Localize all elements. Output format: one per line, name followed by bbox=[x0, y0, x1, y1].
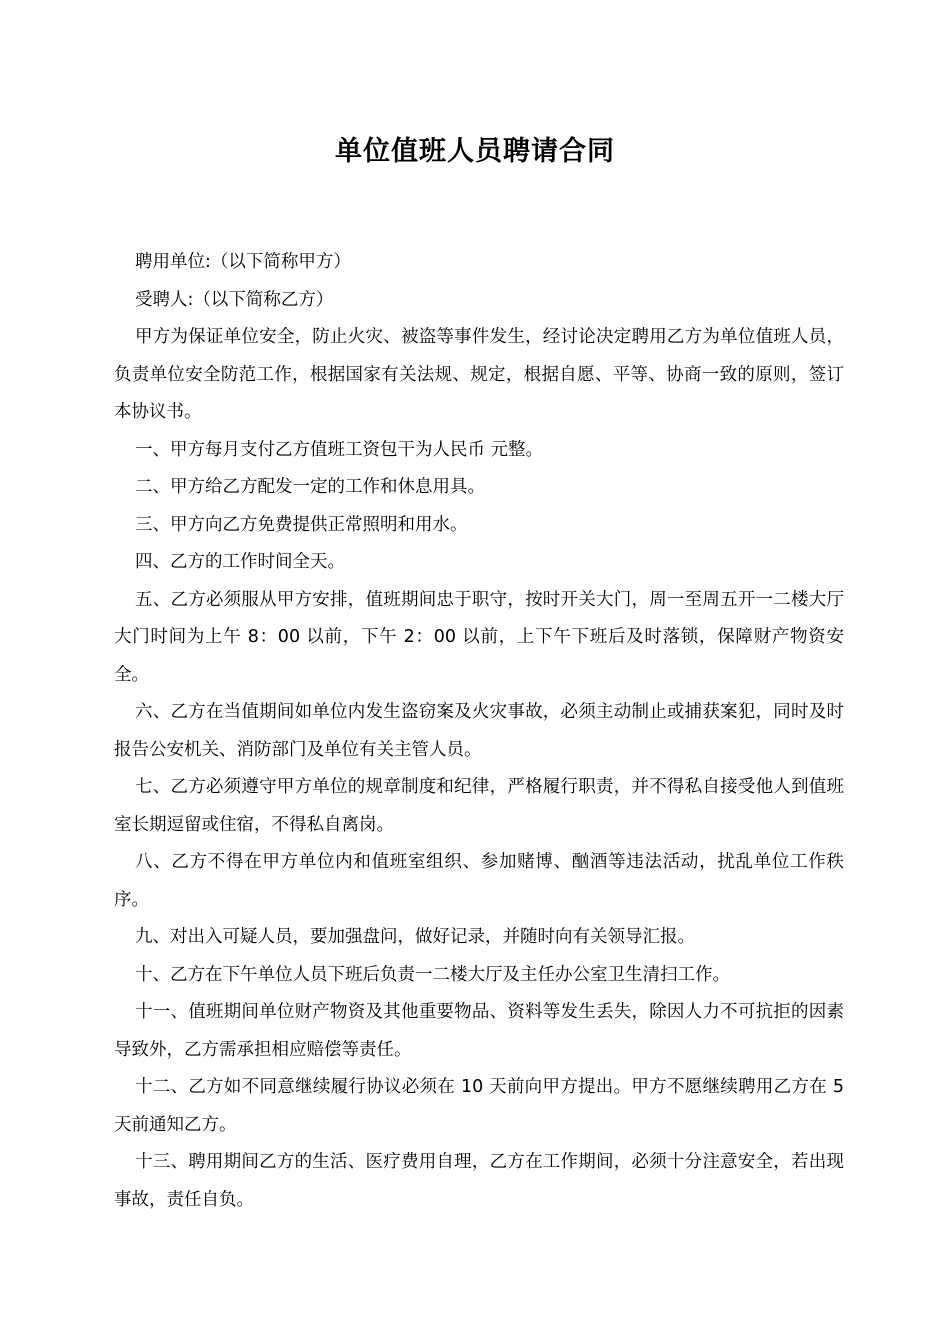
employee-line: 受聘人:（以下简称乙方） bbox=[135, 289, 334, 310]
clause-2: 二、甲方给乙方配发一定的工作和休息用具。 bbox=[135, 477, 485, 497]
clause-7: 七、乙方必须遵守甲方单位的规章制度和纪律，严格履行职责，并不得私自接受他人到值班室长期逗留或住宿，不得私自离岗。 bbox=[114, 777, 844, 835]
document-body bbox=[114, 244, 844, 1219]
document-title: 单位值班人员聘请合同 bbox=[335, 136, 615, 167]
clause-13: 十三、聘用期间乙方的生活、医疗费用自理，乙方在工作期间，必须十分注意安全，若出现事故，责任自负。 bbox=[114, 1152, 844, 1210]
clause-11: 十一、值班期间单位财产物资及其他重要物品、资料等发生丢失，除因人力不可抗拒的因素导致外，乙方需承担相应赔偿等责任。 bbox=[114, 1002, 844, 1060]
clause-10: 十、乙方在下午单位人员下班后负责一二楼大厅及主任办公室卫生清扫工作。 bbox=[135, 964, 730, 985]
clause-5: 五、乙方必须服从甲方安排，值班期间忠于职守，按时开关大门，周一至周五开一二楼大厅大门时间为上午 8：00 以前，下午 2：00 以前，上下午下班后及时落锁，保障财产物资安全。 bbox=[114, 589, 844, 685]
clause-3: 三、甲方向乙方免费提供正常照明和用水。 bbox=[135, 514, 468, 535]
clause-12: 十二、乙方如不同意继续履行协议必须在 10 天前向甲方提出。甲方不愿继续聘用乙方在 5 天前通知乙方。 bbox=[114, 1077, 844, 1135]
clause-9: 九、对出入可疑人员，要加强盘问，做好记录，并随时向有关领导汇报。 bbox=[135, 927, 695, 947]
preamble-paragraph: 甲方为保证单位安全，防止火灾、被盗等事件发生，经讨论决定聘用乙方为单位值班人员，负责单位安全防范工作，根据国家有关法规、规定，根据自愿、平等、协商一致的原则，签订本协议书。 bbox=[114, 327, 844, 422]
clause-1: 一、甲方每月支付乙方值班工资包干为人民币 元整。 bbox=[135, 439, 544, 460]
employer-line: 聘用单位:（以下简称甲方） bbox=[135, 252, 351, 272]
clause-8: 八、乙方不得在甲方单位内和值班室组织、参加赌博、酗酒等违法活动，扰乱单位工作秩序。 bbox=[114, 852, 844, 910]
clause-6: 六、乙方在当值期间如单位内发生盗窃案及火灾事故，必须主动制止或捕获案犯，同时及时报告公安机关、消防部门及单位有关主管人员。 bbox=[114, 702, 844, 760]
clause-4: 四、乙方的工作时间全天。 bbox=[135, 552, 345, 572]
